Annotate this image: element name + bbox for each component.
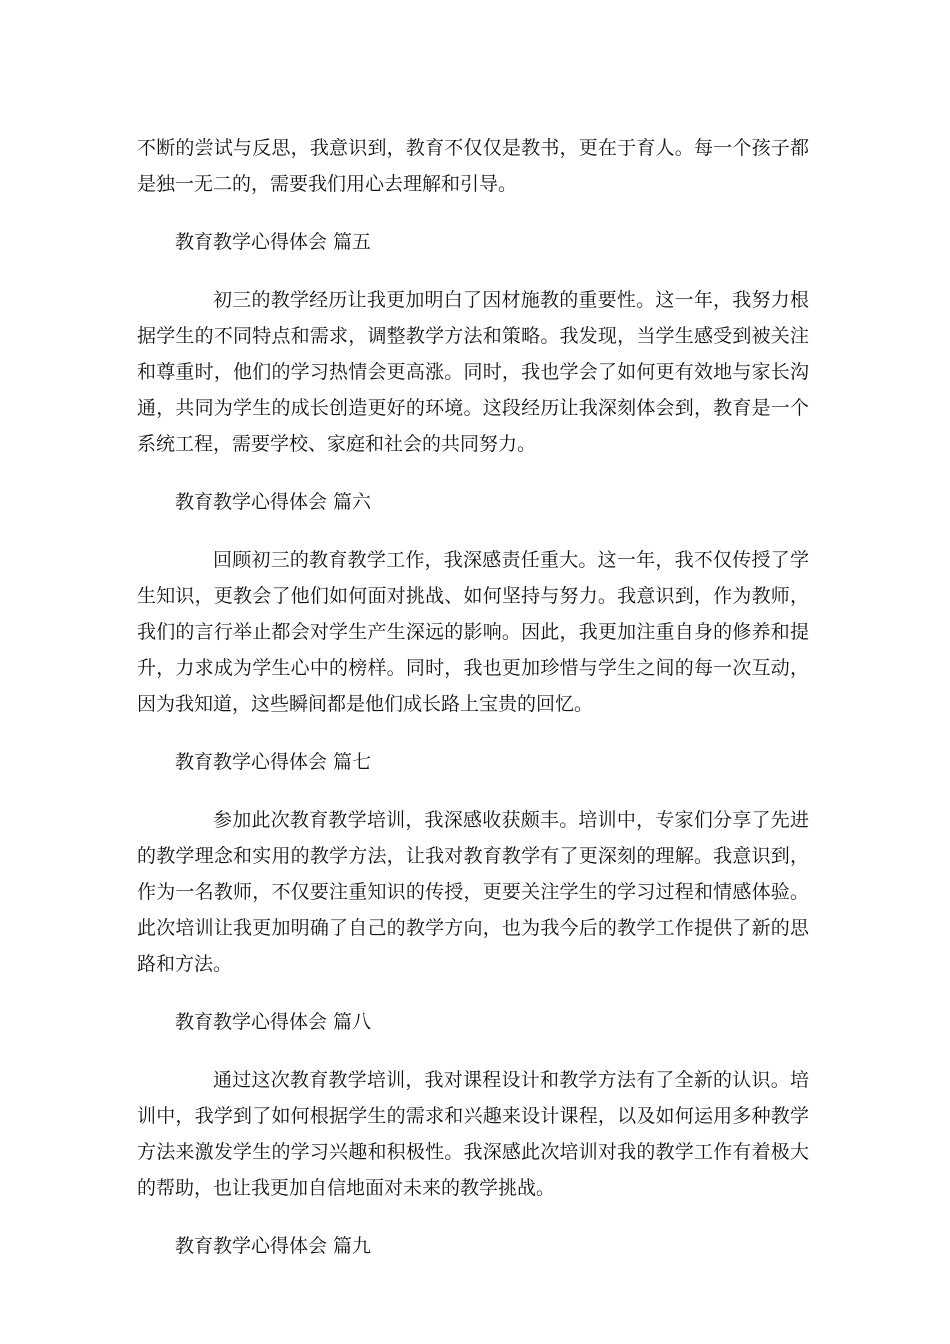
paragraph-section-8: 通过这次教育教学培训，我对课程设计和教学方法有了全新的认识。培训中，我学到了如何根据学生的需求和兴趣来设计课程，以及如何运用多种教学方法来激发学生的学习兴趣和积极性。我深感此次培训对我的教学工作有着极大的帮助，也让我更加自信地面对未来的教学挑战。 <box>137 1069 809 1199</box>
section-heading-7: 教育教学心得体会 篇七 <box>175 751 372 773</box>
section-heading-5: 教育教学心得体会 篇五 <box>175 231 372 253</box>
section-heading-8: 教育教学心得体会 篇八 <box>175 1011 372 1033</box>
section-heading-6: 教育教学心得体会 篇六 <box>175 491 372 513</box>
paragraph-section-6: 回顾初三的教育教学工作，我深感责任重大。这一年，我不仅传授了学生知识，更教会了他们如何面对挑战、如何坚持与努力。我意识到，作为教师，我们的言行举止都会对学生产生深远的影响。因此，我更加注重自身的修养和提升，力求成为学生心中的榜样。同时，我也更加珍惜与学生之间的每一次互动，因为我知道，这些瞬间都是他们成长路上宝贵的回忆。 <box>137 549 809 715</box>
paragraph-section-5: 初三的教学经历让我更加明白了因材施教的重要性。这一年，我努力根据学生的不同特点和需求，调整教学方法和策略。我发现，当学生感受到被关注和尊重时，他们的学习热情会更高涨。同时，我也学会了如何更有效地与家长沟通，共同为学生的成长创造更好的环境。这段经历让我深刻体会到，教育是一个系统工程，需要学校、家庭和社会的共同努力。 <box>137 289 809 455</box>
document-body <box>137 130 809 1264</box>
section-heading-9: 教育教学心得体会 篇九 <box>175 1235 372 1257</box>
paragraph-section-7: 参加此次教育教学培训，我深感收获颇丰。培训中，专家们分享了先进的教学理念和实用的教学方法，让我对教育教学有了更深刻的理解。我意识到，作为一名教师，不仅要注重知识的传授，更要关注学生的学习过程和情感体验。此次培训让我更加明确了自己的教学方向，也为我今后的教学工作提供了新的思路和方法。 <box>137 809 809 975</box>
paragraph-intro: 不断的尝试与反思，我意识到，教育不仅仅是教书，更在于育人。每一个孩子都是独一无二的，需要我们用心去理解和引导。 <box>137 137 809 195</box>
